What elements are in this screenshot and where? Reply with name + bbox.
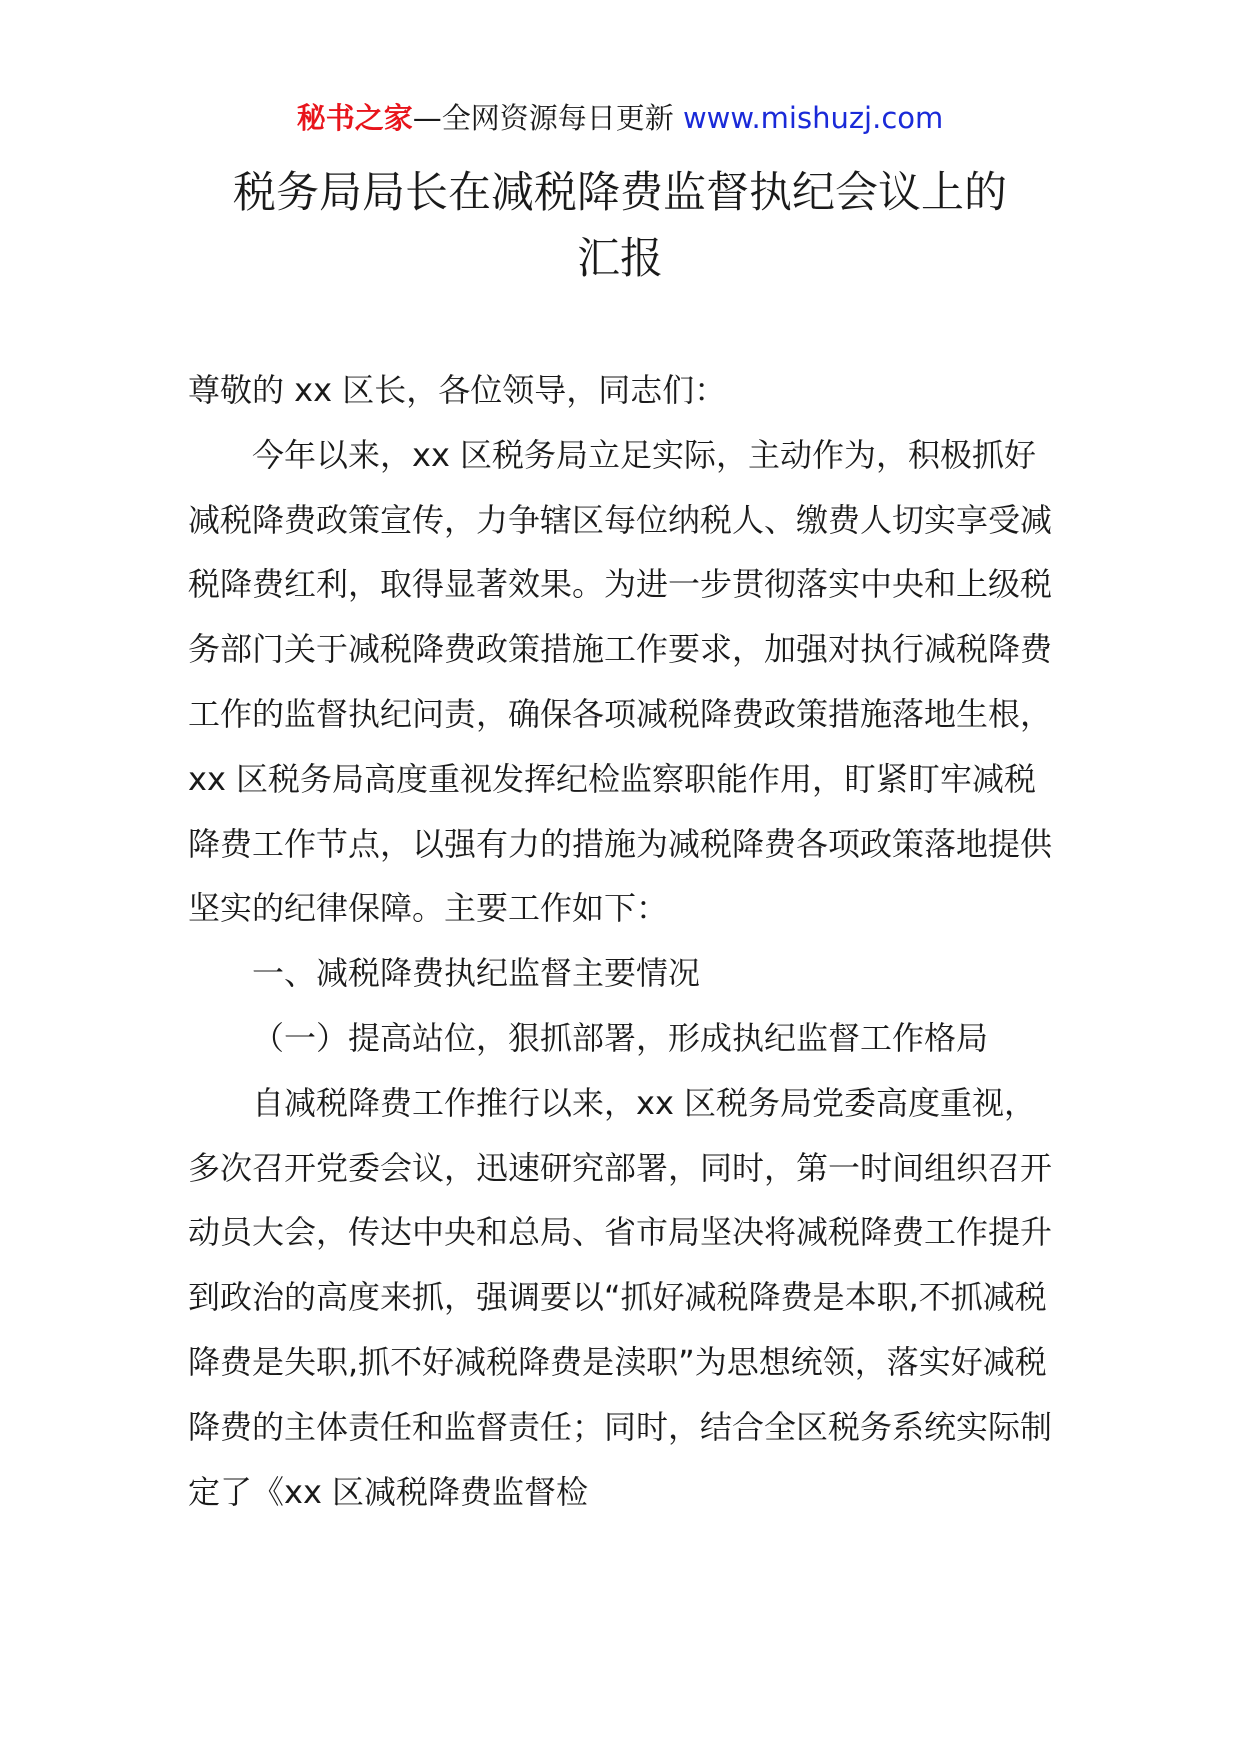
site-header: [0, 98, 1240, 138]
site-tagline: —全网资源每日更新: [412, 101, 683, 135]
title-line-1: 税务局局长在减税降费监督执纪会议上的: [233, 168, 1007, 218]
section-heading: 一、减税降费执纪监督主要情况: [252, 954, 701, 993]
document-title: [120, 160, 1120, 292]
site-url-link[interactable]: www.mishuzj.com: [682, 101, 944, 135]
salutation: 尊敬的 xx 区长，各位领导，同志们：: [188, 371, 727, 409]
title-line-2: 汇报: [577, 234, 663, 284]
document-body: [188, 358, 1054, 1524]
paragraph-body: 自减税降费工作推行以来，xx 区税务局党委高度重视，多次召开党委会议，迅速研究部署，同时，第一时间组织召开动员大会，传达中央和总局、省市局坚决将减税降费工作提升到政治的高度来抓，强调要以“抓好减税降费是本职,不抓减税降费是失职,抓不好减税降费是渎职”为思想统领，落实好减税降费的主体责任和监督责任；同时，结合全区税务系统实际制定了《xx 区减税降费监督检: [188, 1083, 1053, 1511]
subsection-heading: （一）提高站位，狠抓部署，形成执纪监督工作格局: [252, 1018, 989, 1057]
site-brand: 秘书之家: [296, 101, 413, 135]
paragraph-intro: 今年以来，xx 区税务局立足实际，主动作为，积极抓好减税降费政策宣传，力争辖区每位纳税人、缴费人切实享受减税降费红利，取得显著效果。为进一步贯彻落实中央和上级税务部门关于减税降费政策措施工作要求，加强对执行减税降费工作的监督执纪问责，确保各项减税降费政策措施落地生根，xx 区税务局高度重视发挥纪检监察职能作用，盯紧盯牢减税降费工作节点，以强有力的措施为减税降费各项政策落地提供坚实的纪律保障。主要工作如下：: [188, 435, 1053, 928]
